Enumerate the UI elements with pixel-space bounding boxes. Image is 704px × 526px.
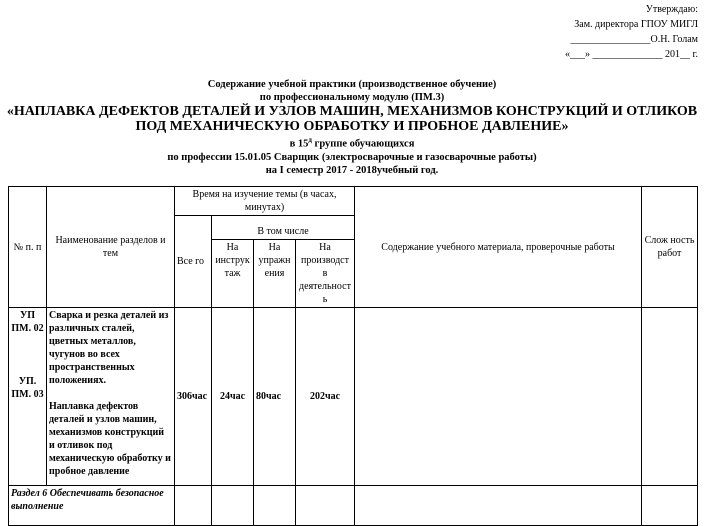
- header-line-1: Содержание учебной практики (производственное обучение): [207, 79, 497, 90]
- header-section-name: Наименование разделов и тем: [47, 187, 175, 308]
- module-title-line-1: «НАПЛАВКА ДЕФЕКТОВ ДЕТАЛЕЙ И УЗЛОВ МАШИН, МЕХАНИЗМОВ КОНСТРУКЦИЙ И ОТЛИКОВ: [6, 104, 698, 119]
- group-prefix: в 15: [289, 138, 309, 150]
- total-hours: 306час: [175, 308, 212, 486]
- semester-line: на I семестр 2017 - 2018учебный год.: [265, 164, 439, 176]
- header-including: В том числе: [212, 216, 355, 240]
- header-instruction: На инструк таж: [212, 240, 254, 308]
- row-section-names: [47, 308, 175, 486]
- header-total: Все го: [175, 216, 212, 308]
- header-exercise: На упражн ения: [254, 240, 296, 308]
- approver-position: Зам. директора ГПОУ МИГЛ: [574, 19, 698, 30]
- production-hours: 202час: [296, 308, 355, 486]
- header-number: № п. п: [9, 187, 47, 308]
- approval-block: [498, 2, 698, 62]
- row-codes: [9, 308, 47, 486]
- exercise-hours: 80час: [254, 308, 296, 486]
- complexity-cell: [642, 308, 698, 486]
- practice-table: [8, 186, 698, 526]
- section-name-surfacing: Наплавка дефектов деталей и узлов машин, механизмов конструкций и отливок под механическую обработку и пробное давление: [49, 401, 171, 477]
- group-suffix: группе обучающихся: [311, 138, 415, 150]
- section-6-title: Раздел 6 Обеспечивать безопасное выполнение: [9, 486, 175, 526]
- module-code-up-pm-02: УП ПМ. 02: [11, 310, 44, 334]
- group-line: [0, 134, 704, 151]
- section-name-welding: Сварка и резка деталей из различных сталей, цветных металлов, чугунов во всех пространственных положениях.: [49, 310, 169, 386]
- document-header: [0, 78, 704, 177]
- header-line-2: по профессиональному модулю (ПМ.3): [259, 92, 445, 103]
- approval-label: Утверждаю:: [645, 4, 698, 15]
- instruction-hours: 24час: [212, 308, 254, 486]
- empty-cell: [212, 486, 254, 526]
- module-code-up-pm-03: УП. ПМ. 03: [11, 376, 44, 400]
- header-content: Содержание учебного материала, проверочные работы: [355, 187, 642, 308]
- empty-cell: [254, 486, 296, 526]
- module-title-line-2: ПОД МЕХАНИЧЕСКУЮ ОБРАБОТКУ И ПРОБНОЕ ДАВЛЕНИЕ»: [135, 119, 569, 134]
- header-time: Время на изучение темы (в часах, минутах): [175, 187, 355, 216]
- header-production: На производст в деятельност ь: [296, 240, 355, 308]
- group-sup: д: [308, 136, 312, 144]
- empty-cell: [355, 486, 642, 526]
- empty-cell: [175, 486, 212, 526]
- empty-cell: [296, 486, 355, 526]
- empty-cell: [642, 486, 698, 526]
- approval-date: «___» ______________ 201__ г.: [565, 49, 698, 60]
- profession-line: по профессии 15.01.05 Сварщик (электросварочные и газосварочные работы): [167, 151, 537, 163]
- content-cell: [355, 308, 642, 486]
- header-complexity: Слож ность работ: [642, 187, 698, 308]
- approver-signature: ________________О.Н. Голам: [570, 34, 698, 45]
